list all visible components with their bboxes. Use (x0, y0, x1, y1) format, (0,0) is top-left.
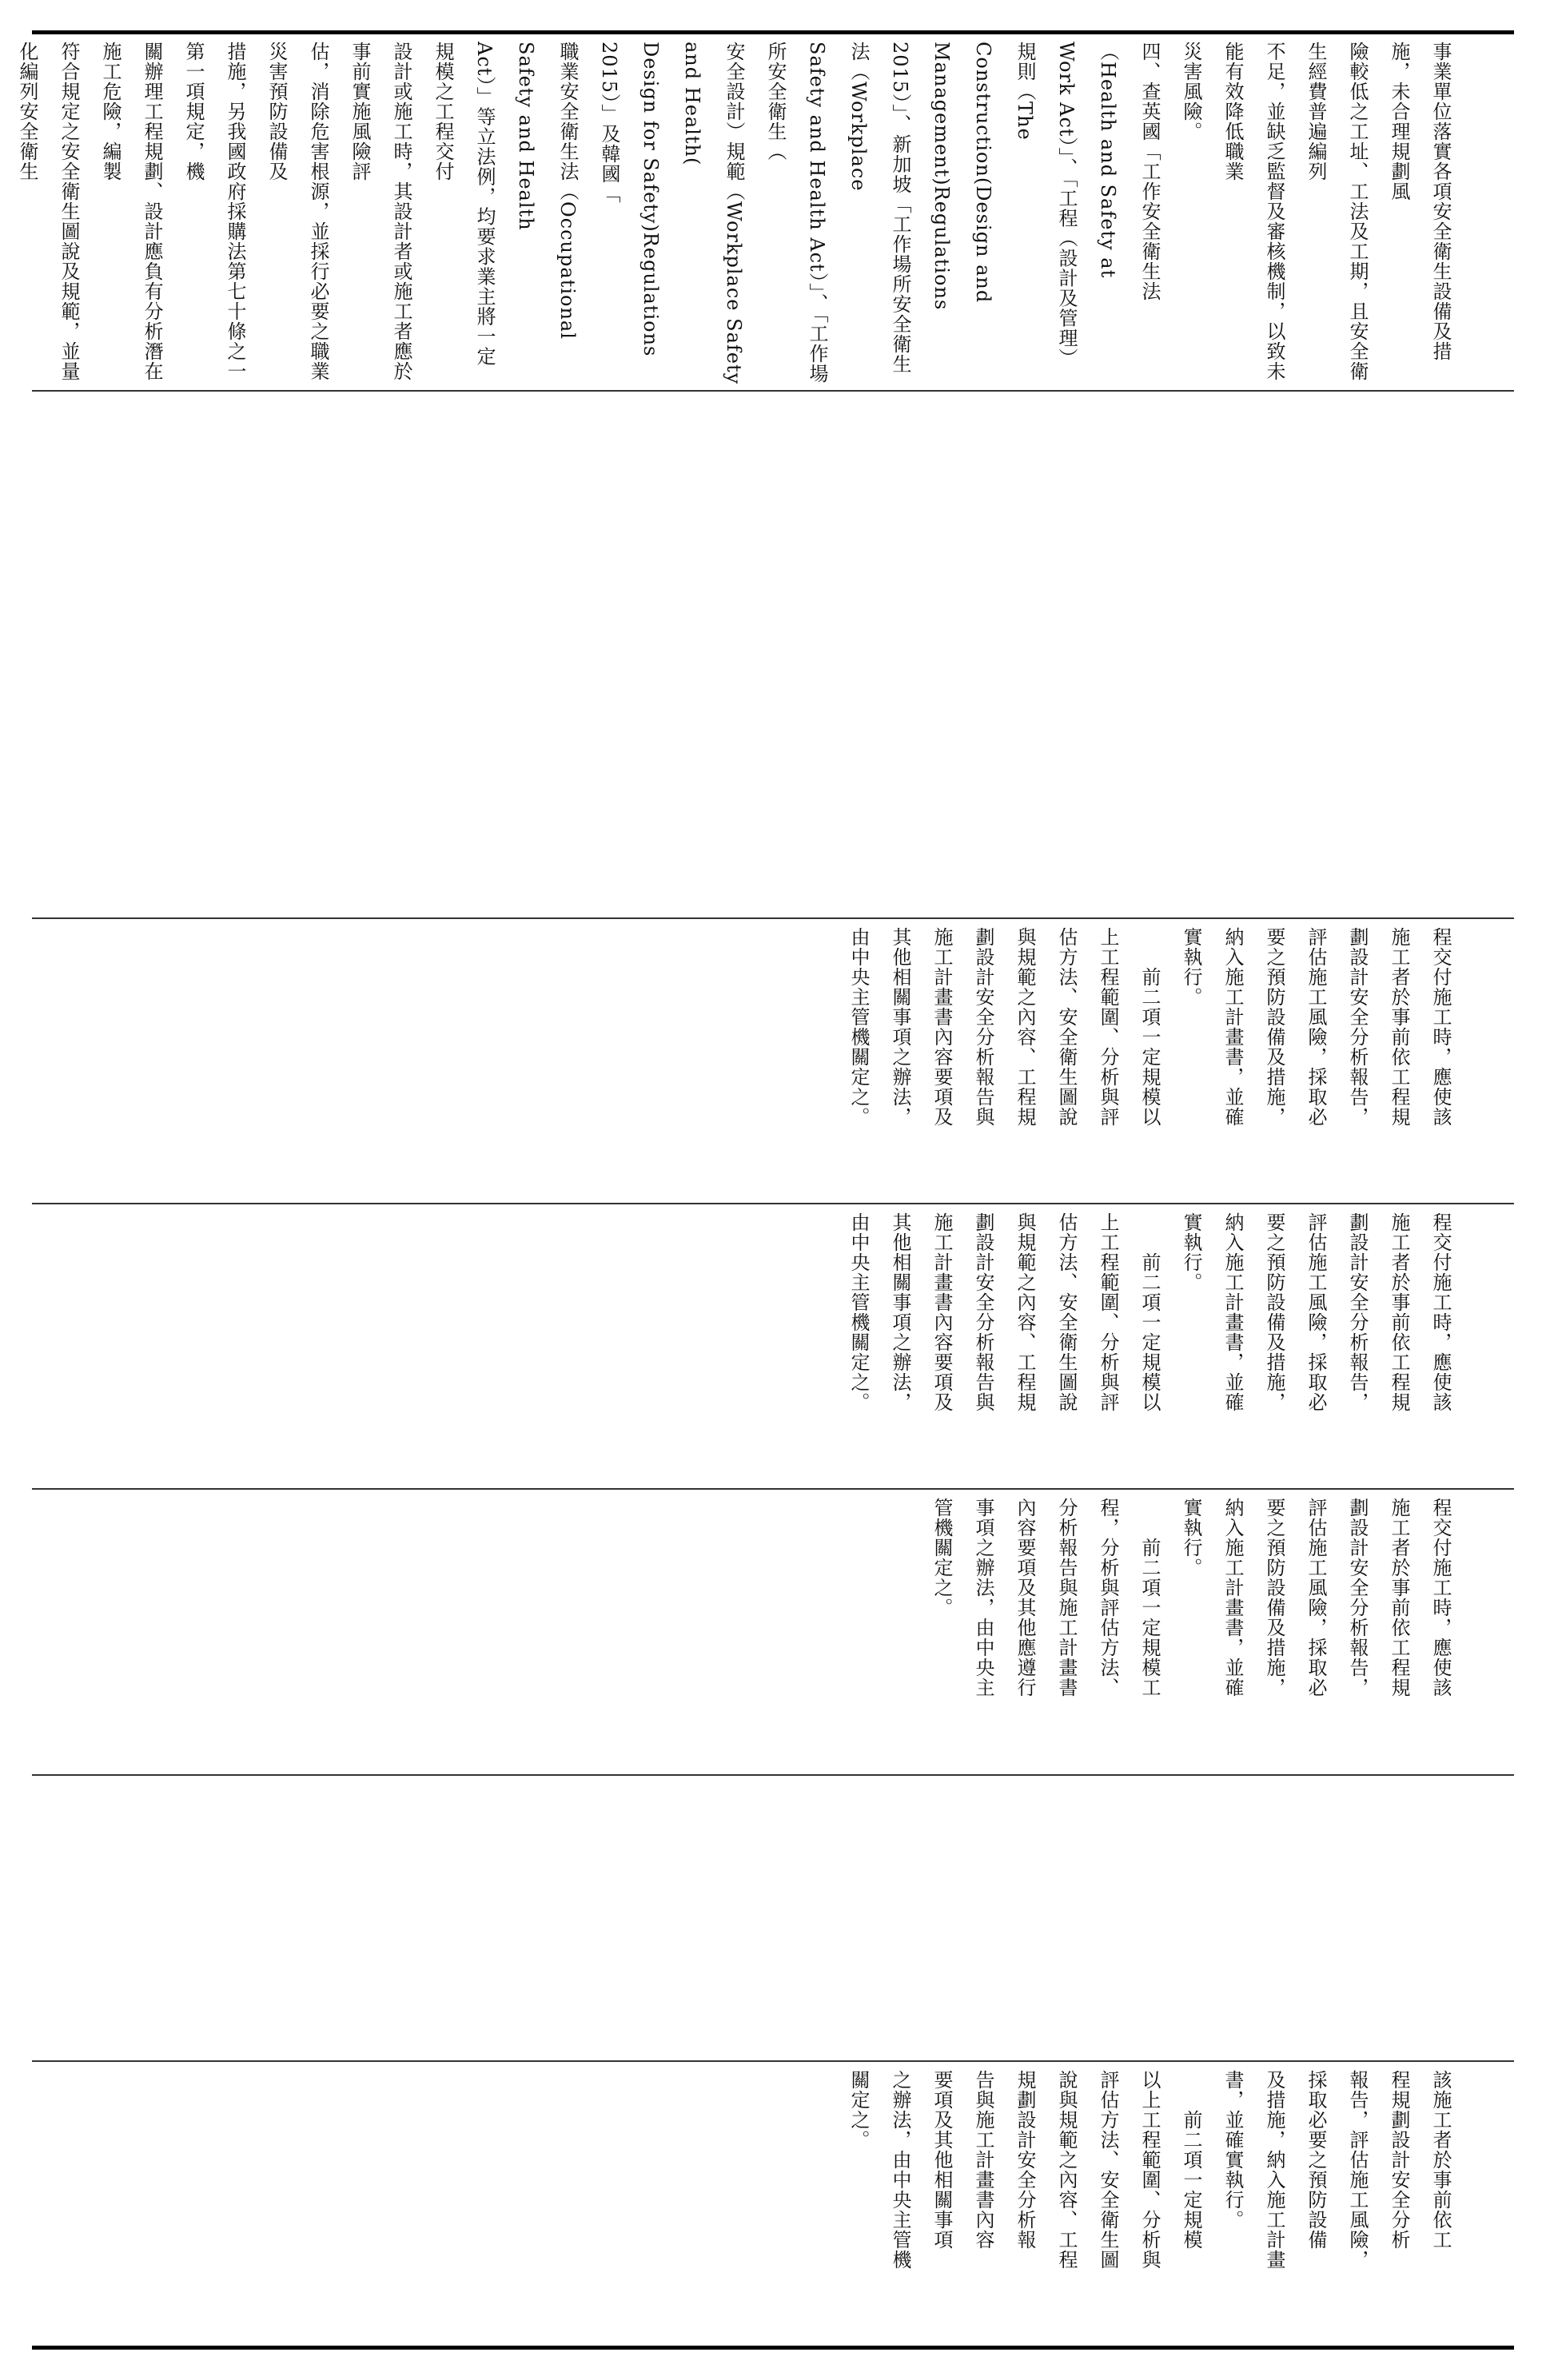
table-row-empty (48, 1784, 1503, 2056)
row-text: 程交付施工時，應使該 施工者於事前依工程規 劃設計安全分析報告， 評估施工風險，採取必 要之預防設備及措施， 納入施工計畫書，並確 實執行。 前二項一定規模以 上工程範圍、分析與評 估方法、安全衛生圖說 與規範之內容、工程規 劃設計安全分析報告與 施工計畫書內容要項及 其他相關事項之辦法， 由中央主管機關定之。 (847, 1212, 1452, 1412)
table-row-text (48, 927, 1503, 1199)
table-row-empty (48, 400, 1503, 911)
table-row-explanation (16, 42, 1503, 385)
table-top-border (32, 30, 1514, 34)
row-divider (32, 1774, 1514, 1776)
row-text: 該施工者於事前依工 程規劃設計安全分析 報告，評估施工風險， 採取必要之預防設備 及措施，納入施工計畫 書，並確實執行。 前二項一定規模 以上工程範圍、分析與 評估方法、安全衛生圖 說與規範之內容、工程 規劃設計安全分析報 告與施工計畫書內容 要項及其他相關事項 之辦法，由中央主管機 關定之。 (847, 2070, 1452, 2270)
row-text: 事業單位落實各項安全衛生設備及措施，未合理規劃風 險較低之工址、工法及工期，且安全衛生經費普遍編列 不足，並缺乏監督及審核機制，以致未能有效降低職業 災害風險。 四、查英國「工作安全衛生法（Health and Safety at Work Act）」、「工程（設計及管理）規則（The Construction(Design and Management)Regulations 2015）」、新加坡「工作場所安全衛生法（Workplace Safety and Health Act）」、「工作場所安全衛生（ 安全設計）規範（Workplace Safety and Health( Design for Safety)Regulations 2015）」及韓國「 職業安全衛生法（Occupational Safety and Health Act）」等立法例，均要求業主將一定規模之工程交付 設計或施工時，其設計者或施工者應於事前實施風險評 估，消除危害根源，並採行必要之職業災害預防設備及 措施，另我國政府採購法第七十條之一第一項規定，機 關辦理工程規劃、設計應負有分析潛在施工危險，編製 符合規定之安全衛生圖說及規範，並量化編列安全衛生 (16, 42, 1452, 385)
table-row-text (48, 1212, 1503, 1484)
row-divider (32, 2060, 1514, 2062)
row-divider (32, 917, 1514, 919)
table-row-text (48, 1498, 1503, 1769)
row-text: 程交付施工時，應使該 施工者於事前依工程規 劃設計安全分析報告， 評估施工風險，採取必 要之預防設備及措施， 納入施工計畫書，並確 實執行。 前二項一定規模以 上工程範圍、分析與評 估方法、安全衛生圖說 與規範之內容、工程規 劃設計安全分析報告與 施工計畫書內容要項及 其他相關事項之辦法， 由中央主管機關定之。 (847, 927, 1452, 1127)
row-divider (32, 390, 1514, 392)
table-row-text (48, 2070, 1503, 2338)
row-divider (32, 1203, 1514, 1204)
row-divider (32, 1488, 1514, 1490)
row-text: 程交付施工時，應使該 施工者於事前依工程規 劃設計安全分析報告， 評估施工風險，採取必 要之預防設備及措施， 納入施工計畫書，並確 實執行。 前二項一定規模工 程，分析與評估方法、 分析報告與施工計畫書 內容要項及其他應遵行 事項之辦法，由中央主 管機關定之。 (930, 1498, 1452, 1697)
table-bottom-border (32, 2346, 1514, 2350)
